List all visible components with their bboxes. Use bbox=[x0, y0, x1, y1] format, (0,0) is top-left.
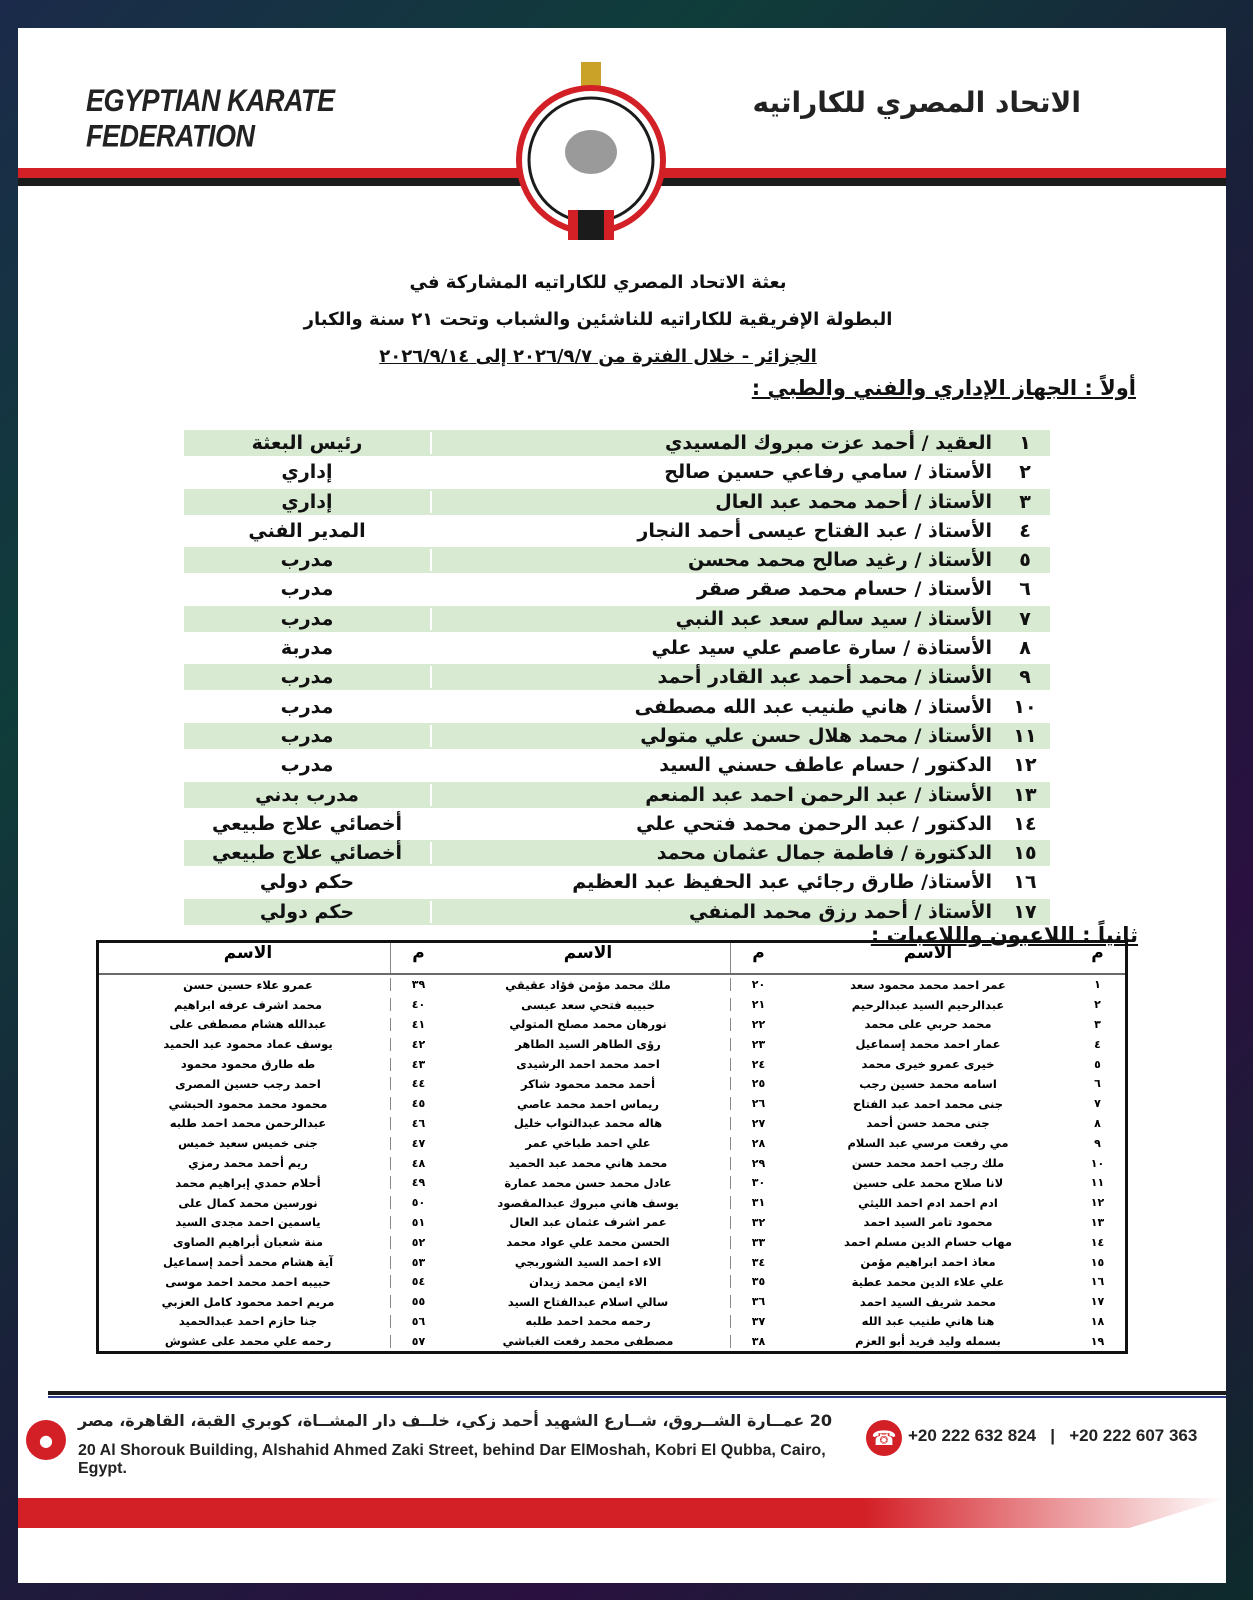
player-name: جنى محمد حسن أحمد bbox=[866, 1116, 990, 1131]
player-num: ١٩ bbox=[1090, 1334, 1105, 1348]
player-name: رؤى الطاهر السيد الطاهر bbox=[515, 1037, 661, 1052]
player-num: ٢٨ bbox=[730, 1137, 786, 1150]
player-num: ١١ bbox=[1090, 1176, 1105, 1190]
player-num: ١٤ bbox=[1090, 1235, 1105, 1249]
players-row bbox=[99, 1173, 1125, 1193]
player-num: ٣٩ bbox=[390, 978, 446, 991]
player-name: عمر اشرف عثمان عبد العال bbox=[509, 1215, 667, 1230]
player-name: محمد شريف السيد احمد bbox=[859, 1294, 997, 1309]
staff-num: ٦ bbox=[1019, 578, 1031, 601]
player-num: ١٨ bbox=[1090, 1314, 1105, 1328]
staff-num: ١ bbox=[1019, 432, 1031, 454]
staff-num: ١١ bbox=[1013, 724, 1037, 747]
player-name: حبيبه فتحي سعد عيسى bbox=[521, 997, 655, 1012]
player-name: ملك رجب احمد محمد حسن bbox=[851, 1156, 1005, 1171]
player-num: ٥٣ bbox=[390, 1256, 446, 1269]
staff-role: إداري bbox=[281, 490, 333, 513]
players-row bbox=[99, 995, 1125, 1015]
player-num: ١٧ bbox=[1090, 1295, 1105, 1309]
player-num: ٤٤ bbox=[390, 1077, 446, 1090]
staff-num: ١٦ bbox=[1013, 871, 1037, 894]
player-num: ٥٠ bbox=[390, 1196, 446, 1209]
player-name: يوسف عماد محمود عبد الحميد bbox=[163, 1037, 333, 1052]
staff-name: الأستاذ / أحمد محمد عبد العال bbox=[430, 491, 1000, 513]
staff-row bbox=[184, 869, 1050, 895]
staff-name: الأستاذ / عبد الفتاح عيسى أحمد النجار bbox=[430, 520, 1000, 542]
player-name: أحمد محمد محمود شاكر bbox=[520, 1076, 656, 1091]
player-num: ٣٣ bbox=[730, 1236, 786, 1249]
players-row bbox=[99, 1074, 1125, 1094]
player-name: منة شعبان أبراهيم الصاوى bbox=[172, 1235, 324, 1250]
header-num: م bbox=[730, 943, 786, 973]
player-num: ٥ bbox=[1094, 1057, 1101, 1071]
staff-name: الأستاذ / سيد سالم سعد عبد النبي bbox=[430, 608, 1000, 630]
federation-logo bbox=[506, 60, 676, 250]
staff-num: ٩ bbox=[1019, 666, 1031, 689]
staff-row bbox=[184, 899, 1050, 925]
player-name: احمد رجب حسين المصرى bbox=[175, 1076, 321, 1091]
player-name: آية هشام محمد أحمد إسماعيل bbox=[162, 1255, 334, 1270]
player-num: ٣٤ bbox=[730, 1256, 786, 1269]
staff-name: الأستاذ / أحمد رزق محمد المنفي bbox=[430, 901, 1000, 923]
players-row bbox=[99, 1015, 1125, 1035]
title-line-2: البطولة الإفريقية للكاراتيه للناشئين والشباب وتحت ٢١ سنة والكبار bbox=[303, 309, 893, 330]
player-num: ٣١ bbox=[730, 1196, 786, 1209]
staff-role: حكم دولي bbox=[259, 871, 355, 894]
footer-red-band bbox=[18, 1498, 1226, 1528]
player-num: ٤٧ bbox=[390, 1137, 446, 1150]
player-num: ٨ bbox=[1094, 1116, 1101, 1130]
player-name: ريم أحمد محمد رمزي bbox=[188, 1156, 308, 1171]
player-num: ٢٢ bbox=[730, 1018, 786, 1031]
player-num: ٤ bbox=[1094, 1037, 1101, 1051]
staff-name: الأستاذ/ طارق رجائي عبد الحفيظ عبد العظيم bbox=[430, 871, 1000, 893]
header-name: الاسم bbox=[563, 943, 613, 963]
player-num: ٤٠ bbox=[390, 998, 446, 1011]
staff-role: مدرب bbox=[280, 754, 334, 777]
player-num: ١٦ bbox=[1090, 1275, 1105, 1289]
staff-role: مدرب bbox=[280, 695, 334, 718]
header-title-ar: الاتحاد المصري للكاراتيه bbox=[752, 86, 1081, 119]
player-name: نورسين محمد كمال على bbox=[178, 1195, 318, 1210]
staff-num: ١٢ bbox=[1013, 754, 1037, 777]
player-num: ٢٥ bbox=[730, 1077, 786, 1090]
players-row bbox=[99, 1292, 1125, 1312]
player-num: ٤٨ bbox=[390, 1157, 446, 1170]
player-num: ١٣ bbox=[1090, 1215, 1105, 1229]
player-num: ٤٦ bbox=[390, 1117, 446, 1130]
player-num: ٢٧ bbox=[730, 1117, 786, 1130]
footer-line-blue bbox=[48, 1396, 1226, 1398]
location-pin-icon: ● bbox=[26, 1420, 66, 1460]
player-name: هاله محمد عبدالتواب خليل bbox=[513, 1116, 663, 1131]
players-row bbox=[99, 1213, 1125, 1233]
staff-name: الأستاذ / هاني طنيب عبد الله مصطفى bbox=[430, 696, 1000, 718]
staff-num: ٢ bbox=[1019, 461, 1031, 484]
player-name: عبدالرحيم السيد عبدالرحيم bbox=[851, 997, 1005, 1012]
player-name: طه طارق محمود محمود bbox=[180, 1057, 316, 1072]
players-row bbox=[99, 1034, 1125, 1054]
player-name: مريم احمد محمود كامل العزبي bbox=[161, 1294, 335, 1309]
players-row bbox=[99, 975, 1125, 995]
staff-name: الأستاذة / سارة عاصم علي سيد علي bbox=[430, 637, 1000, 659]
header-num: م bbox=[1091, 943, 1104, 963]
players-row bbox=[99, 1094, 1125, 1114]
player-num: ٤٣ bbox=[390, 1058, 446, 1071]
player-num: ٢٦ bbox=[730, 1097, 786, 1110]
player-name: علي علاء الدين محمد عطية bbox=[851, 1274, 1005, 1289]
players-header-row bbox=[99, 943, 1125, 975]
players-row bbox=[99, 1133, 1125, 1153]
footer-phones bbox=[908, 1426, 1208, 1446]
staff-name: الأستاذ / رغيد صالح محمد محسن bbox=[430, 549, 1000, 571]
player-name: عادل محمد حسن محمد عمارة bbox=[504, 1175, 672, 1190]
phone-icon: ☎ bbox=[866, 1420, 902, 1456]
staff-row bbox=[184, 811, 1050, 837]
footer-address-en: 20 Al Shorouk Building, Alshahid Ahmed Zaki Street, behind Dar ElMoshah, Kobri El Qubba, Cairo, Egypt. bbox=[78, 1442, 826, 1477]
player-num: ٣٨ bbox=[730, 1335, 786, 1348]
player-name: رحمه علي محمد على عشوش bbox=[164, 1334, 332, 1349]
players-row bbox=[99, 1331, 1125, 1351]
player-name: محمد اشرف عرفه ابراهيم bbox=[173, 997, 323, 1012]
staff-num: ٣ bbox=[1019, 490, 1031, 513]
staff-row bbox=[184, 606, 1050, 632]
player-name: محمود محمد محمود الحبشي bbox=[168, 1096, 328, 1111]
staff-row bbox=[184, 430, 1050, 456]
players-row bbox=[99, 1232, 1125, 1252]
player-num: ٣٦ bbox=[730, 1295, 786, 1308]
player-name: رحمه محمد احمد طلبه bbox=[525, 1314, 651, 1329]
player-name: حبيبه احمد محمد احمد موسى bbox=[165, 1274, 331, 1289]
staff-row bbox=[184, 694, 1050, 720]
staff-role: مدرب bbox=[280, 607, 334, 630]
staff-num: ٨ bbox=[1019, 637, 1031, 660]
player-num: ٢٩ bbox=[730, 1157, 786, 1170]
staff-row bbox=[184, 752, 1050, 778]
staff-role: المدير الفني bbox=[248, 519, 366, 542]
player-name: اسامه محمد حسين رجب bbox=[859, 1076, 997, 1091]
player-name: لانا صلاح محمد على حسين bbox=[852, 1175, 1004, 1190]
section-players-heading: ثانياً : اللاعبون واللاعبات : bbox=[870, 923, 1138, 947]
player-num: ١٥ bbox=[1090, 1255, 1105, 1269]
title-line-1: بعثة الاتحاد المصري للكاراتيه المشاركة في bbox=[409, 272, 787, 293]
document-page bbox=[18, 28, 1226, 1583]
player-num: ٣٠ bbox=[730, 1176, 786, 1189]
player-name: أحلام حمدي إبراهيم محمد bbox=[175, 1175, 321, 1190]
player-num: ٧ bbox=[1094, 1097, 1101, 1111]
player-num: ٢٣ bbox=[730, 1038, 786, 1051]
staff-row bbox=[184, 459, 1050, 485]
player-name: ادم احمد ادم احمد الليثي bbox=[858, 1195, 998, 1210]
player-num: ٣٢ bbox=[730, 1216, 786, 1229]
players-row bbox=[99, 1054, 1125, 1074]
footer-address-ar: 20 عمــارة الشــروق، شــارع الشهيد أحمد زكي، خلــف دار المشــاة، كوبري القبة، القاهرة، مصر bbox=[78, 1411, 833, 1430]
player-num: ٣٥ bbox=[730, 1275, 786, 1288]
player-name: خيرى عمرو خيرى محمد bbox=[861, 1057, 995, 1072]
player-num: ٢١ bbox=[730, 998, 786, 1011]
staff-num: ١٣ bbox=[1013, 783, 1037, 806]
staff-row bbox=[184, 489, 1050, 515]
player-name: ريماس احمد محمد عاصي bbox=[516, 1096, 660, 1111]
staff-row bbox=[184, 664, 1050, 690]
staff-num: ١٧ bbox=[1013, 900, 1037, 923]
staff-role: مدربة bbox=[280, 637, 334, 660]
staff-num: ٤ bbox=[1019, 519, 1031, 542]
staff-name: الأستاذ / محمد هلال حسن علي متولي bbox=[430, 725, 1000, 747]
player-name: ملك محمد مؤمن فؤاد عقيقي bbox=[505, 977, 671, 992]
staff-row bbox=[184, 840, 1050, 866]
player-name: الحسن محمد علي عواد محمد bbox=[506, 1235, 670, 1250]
player-name: الاء ايمن محمد زيدان bbox=[529, 1274, 647, 1289]
staff-name: الدكتورة / فاطمة جمال عثمان محمد bbox=[430, 842, 1000, 864]
player-name: احمد محمد احمد الرشيدى bbox=[516, 1057, 660, 1072]
player-num: ٤٢ bbox=[390, 1038, 446, 1051]
player-name: هنا هاني طنيب عبد الله bbox=[861, 1314, 995, 1329]
player-name: بسمله وليد فريد أبو العزم bbox=[855, 1334, 1001, 1349]
staff-num: ١٥ bbox=[1013, 842, 1037, 865]
staff-row bbox=[184, 518, 1050, 544]
staff-row bbox=[184, 782, 1050, 808]
staff-role: أخصائي علاج طبيعي bbox=[211, 812, 403, 835]
player-name: عبدالله هشام مصطفى على bbox=[169, 1017, 327, 1032]
player-num: ٥١ bbox=[390, 1216, 446, 1229]
staff-table bbox=[184, 430, 1050, 928]
player-name: مي رفعت مرسي عبد السلام bbox=[847, 1136, 1009, 1151]
player-num: ٥٥ bbox=[390, 1295, 446, 1308]
player-name: سالي اسلام عبدالفتاح السيد bbox=[507, 1294, 669, 1309]
staff-name: العقيد / أحمد عزت مبروك المسيدي bbox=[430, 432, 1000, 454]
title-line-3: الجزائر - خلال الفترة من ٢٠٢٦/٩/٧ إلى ٢٠٢٦/٩/١٤ bbox=[379, 346, 817, 367]
player-name: عمرو علاء حسين حسن bbox=[183, 977, 313, 992]
players-row bbox=[99, 1193, 1125, 1213]
staff-num: ١٤ bbox=[1013, 812, 1037, 835]
player-num: ٥٦ bbox=[390, 1315, 446, 1328]
player-num: ٣٧ bbox=[730, 1315, 786, 1328]
player-name: محمد هاني محمد عبد الحميد bbox=[508, 1156, 668, 1171]
staff-name: الأستاذ / سامي رفاعي حسين صالح bbox=[430, 461, 1000, 483]
staff-row bbox=[184, 547, 1050, 573]
player-name: مصطفى محمد رفعت الغباشي bbox=[502, 1334, 674, 1349]
staff-role: مدرب bbox=[280, 578, 334, 601]
player-num: ٤١ bbox=[390, 1018, 446, 1031]
player-name: محمود تامر السيد احمد bbox=[863, 1215, 993, 1230]
player-num: ٦ bbox=[1094, 1077, 1101, 1091]
player-name: معاذ احمد ابراهيم مؤمن bbox=[860, 1255, 996, 1270]
player-name: جنا حازم احمد عبدالحميد bbox=[178, 1314, 318, 1329]
staff-role: مدرب بدني bbox=[255, 783, 359, 806]
player-name: عبدالرحمن محمد احمد طلبه bbox=[169, 1116, 327, 1131]
players-row bbox=[99, 1312, 1125, 1332]
staff-name: الأستاذ / محمد أحمد عبد القادر أحمد bbox=[430, 666, 1000, 688]
player-name: يوسف هاني مبروك عبدالمقصود bbox=[497, 1195, 679, 1210]
staff-role: مدرب bbox=[280, 724, 334, 747]
player-num: ٤٥ bbox=[390, 1097, 446, 1110]
player-name: محمد حربي على محمد bbox=[864, 1017, 992, 1032]
staff-role: أخصائي علاج طبيعي bbox=[211, 842, 403, 865]
staff-role: حكم دولي bbox=[259, 900, 355, 923]
player-name: نورهان محمد مصلح المتولي bbox=[509, 1017, 667, 1032]
staff-role: مدرب bbox=[280, 549, 334, 572]
staff-name: الدكتور / حسام عاطف حسني السيد bbox=[430, 754, 1000, 776]
player-name: ياسمين احمد مجدى السيد bbox=[175, 1215, 321, 1230]
player-name: الاء احمد السيد الشوربجي bbox=[514, 1255, 662, 1270]
player-num: ٢ bbox=[1094, 998, 1101, 1012]
phone-1: +20 222 632 824 bbox=[908, 1426, 1037, 1445]
players-row bbox=[99, 1114, 1125, 1134]
header-name: الاسم bbox=[903, 943, 953, 963]
players-row bbox=[99, 1252, 1125, 1272]
player-num: ٩ bbox=[1094, 1136, 1101, 1150]
player-name: جنى خميس سعيد خميس bbox=[178, 1136, 318, 1151]
staff-name: الأستاذ / حسام محمد صقر صقر bbox=[430, 578, 1000, 600]
staff-row bbox=[184, 635, 1050, 661]
staff-num: ١٠ bbox=[1013, 695, 1037, 718]
players-table bbox=[96, 940, 1128, 1354]
staff-role: رئيس البعثة bbox=[251, 432, 363, 454]
player-num: ٥٢ bbox=[390, 1236, 446, 1249]
player-num: ١٠ bbox=[1090, 1156, 1105, 1170]
player-num: ١ bbox=[1094, 978, 1101, 992]
staff-name: الدكتور / عبد الرحمن محمد فتحي علي bbox=[430, 813, 1000, 835]
header-title-en: EGYPTIAN KARATE FEDERATION bbox=[86, 83, 335, 154]
header-name: الاسم bbox=[223, 943, 273, 963]
staff-row bbox=[184, 576, 1050, 602]
staff-row bbox=[184, 723, 1050, 749]
staff-role: مدرب bbox=[280, 666, 334, 689]
header-num: م bbox=[390, 943, 446, 973]
footer-line bbox=[48, 1391, 1226, 1395]
player-name: جنى محمد احمد عبد الفتاح bbox=[852, 1096, 1003, 1111]
phone-separator: | bbox=[1050, 1426, 1056, 1445]
player-num: ٥٤ bbox=[390, 1275, 446, 1288]
player-num: ٢٠ bbox=[730, 978, 786, 991]
staff-num: ٧ bbox=[1019, 607, 1031, 630]
player-num: ٣ bbox=[1094, 1017, 1101, 1031]
player-name: علي احمد طباخي عمر bbox=[525, 1136, 651, 1151]
players-row bbox=[99, 1272, 1125, 1292]
section-staff-heading: أولاً : الجهاز الإداري والفني والطبي : bbox=[751, 376, 1136, 400]
player-num: ٤٩ bbox=[390, 1176, 446, 1189]
player-num: ١٢ bbox=[1090, 1196, 1105, 1210]
staff-role: إداري bbox=[281, 461, 333, 484]
staff-num: ٥ bbox=[1019, 549, 1031, 572]
player-name: مهاب حسام الدين مسلم احمد bbox=[843, 1235, 1013, 1250]
player-num: ٢٤ bbox=[730, 1058, 786, 1071]
player-num: ٥٧ bbox=[390, 1335, 446, 1348]
players-body bbox=[99, 975, 1125, 1351]
players-row bbox=[99, 1153, 1125, 1173]
player-name: عمار احمد محمد إسماعيل bbox=[855, 1037, 1001, 1052]
player-name: عمر احمد محمد محمود سعد bbox=[850, 977, 1006, 992]
phone-2: +20 222 607 363 bbox=[1069, 1426, 1198, 1445]
staff-name: الأستاذ / عبد الرحمن احمد عبد المنعم bbox=[430, 784, 1000, 806]
